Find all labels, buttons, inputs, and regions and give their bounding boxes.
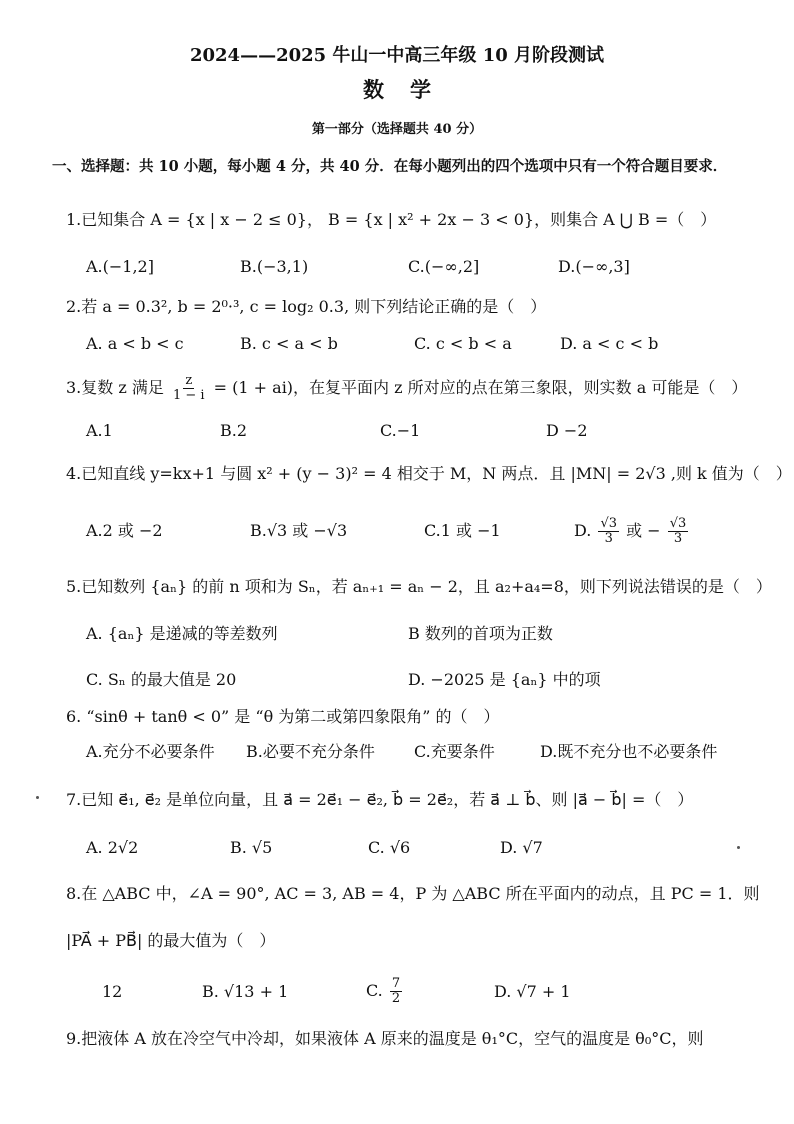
question-8-option-c <box>366 972 404 1010</box>
question-6-option-c: C.充要条件 <box>414 742 495 761</box>
question-6-stem: 6. “sinθ + tanθ < 0” 是 “θ 为第二或第四象限角” 的（ ） <box>66 707 500 726</box>
question-2-stem: 2.若 a = 0.3², b = 2⁰·³, c = log₂ 0.3, 则下列结论正确的是（ ） <box>66 297 547 316</box>
question-4-stem: 4.已知直线 y=kx+1 与圆 x² + (y − 3)² = 4 相交于 M，N 两点．且 |MN| = 2√3 ,则 k 值为（ ） <box>66 464 792 483</box>
question-7-stem: 7.已知 e⃗₁, e⃗₂ 是单位向量，且 a⃗ = 2e⃗₁ − e⃗₂, b⃗ = 2e⃗₂，若 a⃗ ⊥ b⃗、则 |a⃗ − b⃗| =（ ） <box>66 790 694 809</box>
question-4-option-c: C.1 或 −1 <box>424 521 501 540</box>
scan-speck <box>36 796 39 799</box>
question-4-option-d-fraction-1-num: √3 <box>600 516 617 531</box>
scan-speck <box>737 846 740 849</box>
question-8-option-c-fraction <box>390 977 402 1006</box>
question-7-option-c: C. √6 <box>368 838 411 857</box>
question-5-option-d: D. −2025 是 {aₙ} 中的项 <box>408 670 601 689</box>
question-8-option-a: 12 <box>102 982 123 1001</box>
question-8-option-c-fraction-num: 7 <box>391 976 401 991</box>
question-3-fraction <box>171 374 207 403</box>
question-7-option-d: D. √7 <box>500 838 543 857</box>
question-1-option-d: D.(−∞,3] <box>558 257 630 276</box>
question-2-option-c: C. c < b < a <box>414 334 512 353</box>
question-5-option-b: B 数列的首项为正数 <box>408 624 553 643</box>
question-2-option-b: B. c < a < b <box>240 334 338 353</box>
question-4-option-b: B.√3 或 −√3 <box>250 521 348 540</box>
question-3-option-b: B.2 <box>220 421 248 440</box>
question-2-option-d: D. a < c < b <box>560 334 659 353</box>
question-3-option-d: D −2 <box>546 421 588 440</box>
part-heading: 第一部分（选择题共 40 分） <box>311 122 483 137</box>
question-3-stem <box>66 374 747 403</box>
question-4-option-d-fraction-2-den: 3 <box>673 531 683 546</box>
question-4-option-d-mid: 或 − <box>626 521 661 540</box>
question-4-option-a: A.2 或 −2 <box>86 521 163 540</box>
question-3-option-a: A.1 <box>86 421 113 440</box>
question-3-stem-pre: 3.复数 z 满足 <box>66 378 164 397</box>
question-7-option-b: B. √5 <box>230 838 273 857</box>
question-9-stem: 9.把液体 A 放在冷空气中冷却，如果液体 A 原来的温度是 θ₁°C，空气的温度是 θ₀°C，则 <box>66 1029 704 1048</box>
question-4-option-d-fraction-2 <box>668 517 689 546</box>
question-1-option-a: A.(−1,2] <box>86 257 154 276</box>
question-3-fraction-numerator: z <box>185 373 193 388</box>
question-1-option-c: C.(−∞,2] <box>408 257 480 276</box>
question-6-option-a: A.充分不必要条件 <box>86 742 215 761</box>
question-6-option-b: B.必要不充分条件 <box>246 742 375 761</box>
question-5-option-a: A. {aₙ} 是递减的等差数列 <box>86 624 278 643</box>
question-4-option-d-fraction-1 <box>598 517 619 546</box>
question-1-stem: 1.已知集合 A = {x | x − 2 ≤ 0}， B = {x | x² + 2x − 3 < 0}，则集合 A ⋃ B =（ ） <box>66 210 717 229</box>
question-3-stem-post: = (1 + ai)，在复平面内 z 所对应的点在第三象限，则实数 a 可能是（ ） <box>213 378 748 397</box>
question-1-option-b: B.(−3,1) <box>240 257 309 276</box>
question-5-option-c: C. Sₙ 的最大值是 20 <box>86 670 237 689</box>
question-8-option-b: B. √13 + 1 <box>202 982 289 1001</box>
question-5-stem: 5.已知数列 {aₙ} 的前 n 项和为 Sₙ，若 aₙ₊₁ = aₙ − 2，且 a₂+a₄=8，则下列说法错误的是（ ） <box>66 577 772 596</box>
question-4-option-d-label: D. <box>574 521 592 540</box>
question-8-stem: 8.在 △ABC 中，∠A = 90°, AC = 3, AB = 4，P 为 △ABC 所在平面内的动点，且 PC = 1．则 <box>66 884 760 903</box>
question-8-option-c-label: C. <box>366 981 383 1000</box>
subject-title: 数学 <box>363 77 457 102</box>
question-8-option-c-fraction-den: 2 <box>391 991 401 1006</box>
question-6-option-d: D.既不充分也不必要条件 <box>540 742 718 761</box>
exam-title: 2024——2025 牛山一中高三年级 10 月阶段测试 <box>189 45 605 66</box>
question-4-option-d <box>574 512 690 550</box>
question-4-option-d-fraction-1-den: 3 <box>604 531 613 546</box>
question-8-option-d: D. √7 + 1 <box>494 982 571 1001</box>
question-4-option-d-fraction-2-num: √3 <box>669 516 687 531</box>
question-2-option-a: A. a < b < c <box>86 334 184 353</box>
question-8-stem-continued: |PA⃗ + PB⃗| 的最大值为（ ） <box>66 931 276 950</box>
section-heading: 一、选择题：共 10 小题，每小题 4 分，共 40 分．在每小题列出的四个选项中只有一个符合题目要求． <box>52 158 728 175</box>
question-7-option-a: A. 2√2 <box>86 838 139 857</box>
question-3-option-c: C.−1 <box>380 421 421 440</box>
question-3-fraction-denominator: 1 − i <box>172 388 205 403</box>
